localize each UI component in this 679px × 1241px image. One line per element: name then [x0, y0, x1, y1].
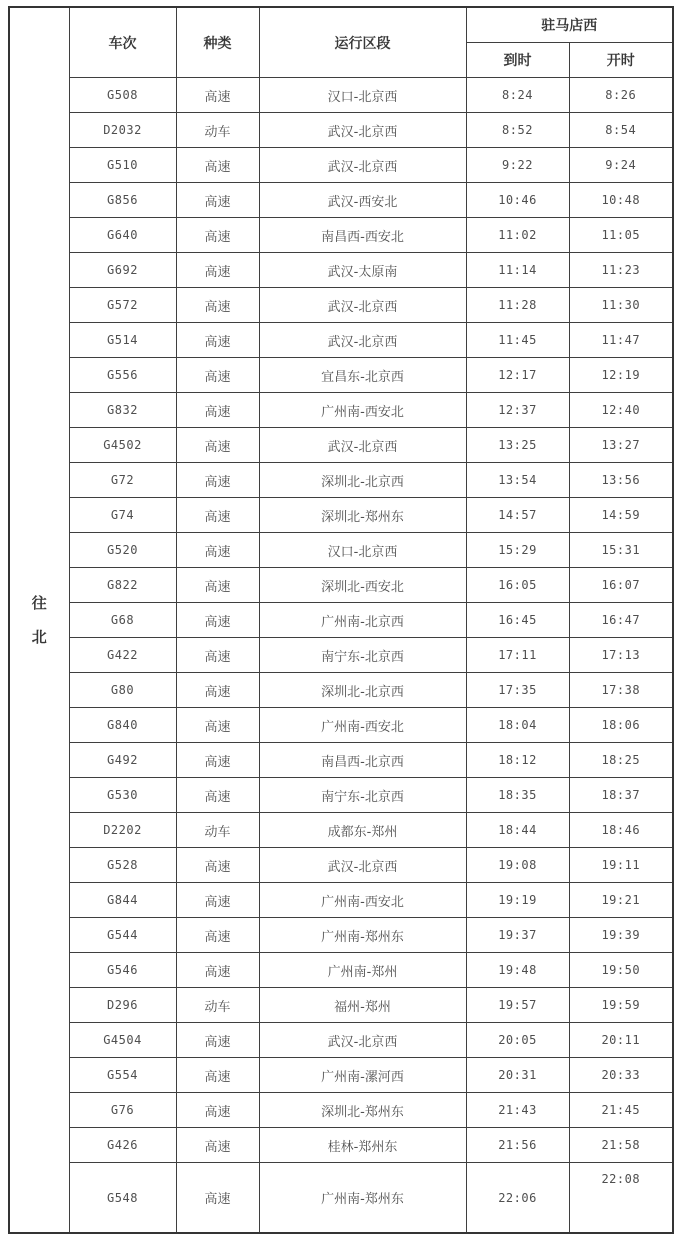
arrive-time-cell: 11:14	[466, 253, 569, 288]
column-header-train: 车次	[69, 7, 176, 78]
train-type-cell: 高速	[176, 288, 259, 323]
train-number-cell: G514	[69, 323, 176, 358]
table-row	[9, 918, 673, 953]
route-section-cell: 深圳北-北京西	[259, 673, 466, 708]
train-number-cell: G508	[69, 78, 176, 113]
train-type-cell: 高速	[176, 148, 259, 183]
arrive-time-cell: 8:24	[466, 78, 569, 113]
depart-time-cell: 11:47	[569, 323, 673, 358]
route-section-cell: 武汉-北京西	[259, 288, 466, 323]
arrive-time-cell: 21:43	[466, 1093, 569, 1128]
depart-time-cell: 11:30	[569, 288, 673, 323]
table-row	[9, 113, 673, 148]
table-row	[9, 1163, 673, 1234]
table-row	[9, 988, 673, 1023]
train-number-cell: G844	[69, 883, 176, 918]
depart-time-cell: 17:13	[569, 638, 673, 673]
table-row	[9, 78, 673, 113]
arrive-time-cell: 13:54	[466, 463, 569, 498]
train-type-cell: 高速	[176, 673, 259, 708]
table-row	[9, 288, 673, 323]
route-section-cell: 武汉-西安北	[259, 183, 466, 218]
table-row	[9, 393, 673, 428]
depart-time-cell: 11:23	[569, 253, 673, 288]
train-type-cell: 高速	[176, 1128, 259, 1163]
depart-time-cell: 19:11	[569, 848, 673, 883]
column-header-depart: 开时	[569, 43, 673, 78]
train-type-cell: 高速	[176, 603, 259, 638]
train-number-cell: G422	[69, 638, 176, 673]
route-section-cell: 福州-郑州	[259, 988, 466, 1023]
train-type-cell: 高速	[176, 883, 259, 918]
train-type-cell: 动车	[176, 988, 259, 1023]
direction-label: 往北	[31, 593, 47, 646]
depart-time-cell: 19:39	[569, 918, 673, 953]
table-row	[9, 1093, 673, 1128]
depart-time-cell: 19:21	[569, 883, 673, 918]
train-type-cell: 动车	[176, 813, 259, 848]
arrive-time-cell: 18:35	[466, 778, 569, 813]
table-row	[9, 183, 673, 218]
train-type-cell: 高速	[176, 428, 259, 463]
train-number-cell: G640	[69, 218, 176, 253]
table-row	[9, 848, 673, 883]
depart-time-cell: 21:58	[569, 1128, 673, 1163]
route-section-cell: 深圳北-郑州东	[259, 498, 466, 533]
table-row	[9, 533, 673, 568]
route-section-cell: 南昌西-北京西	[259, 743, 466, 778]
arrive-time-cell: 8:52	[466, 113, 569, 148]
train-number-cell: D2202	[69, 813, 176, 848]
arrive-time-cell: 18:44	[466, 813, 569, 848]
train-type-cell: 高速	[176, 743, 259, 778]
train-type-cell: 高速	[176, 848, 259, 883]
table-row	[9, 1128, 673, 1163]
depart-time-cell: 8:54	[569, 113, 673, 148]
table-row	[9, 743, 673, 778]
arrive-time-cell: 10:46	[466, 183, 569, 218]
arrive-time-cell: 19:37	[466, 918, 569, 953]
table-row	[9, 603, 673, 638]
train-type-cell: 高速	[176, 218, 259, 253]
train-number-cell: G4502	[69, 428, 176, 463]
arrive-time-cell: 19:57	[466, 988, 569, 1023]
column-header-arrive: 到时	[466, 43, 569, 78]
arrive-time-cell: 11:02	[466, 218, 569, 253]
route-section-cell: 宜昌东-北京西	[259, 358, 466, 393]
route-section-cell: 广州南-西安北	[259, 883, 466, 918]
arrive-time-cell: 20:31	[466, 1058, 569, 1093]
depart-time-cell: 17:38	[569, 673, 673, 708]
train-number-cell: G572	[69, 288, 176, 323]
route-section-cell: 武汉-北京西	[259, 113, 466, 148]
depart-time-cell: 12:40	[569, 393, 673, 428]
depart-time-cell: 19:50	[569, 953, 673, 988]
route-section-cell: 广州南-郑州东	[259, 918, 466, 953]
train-type-cell: 高速	[176, 183, 259, 218]
table-row	[9, 323, 673, 358]
depart-time-cell: 11:05	[569, 218, 673, 253]
train-type-cell: 动车	[176, 113, 259, 148]
depart-time-cell: 16:47	[569, 603, 673, 638]
train-number-cell: G426	[69, 1128, 176, 1163]
depart-time-cell: 18:25	[569, 743, 673, 778]
route-section-cell: 南宁东-北京西	[259, 638, 466, 673]
table-row	[9, 358, 673, 393]
train-type-cell: 高速	[176, 953, 259, 988]
arrive-time-cell: 16:45	[466, 603, 569, 638]
column-header-station: 驻马店西	[466, 7, 673, 43]
train-type-cell: 高速	[176, 1163, 259, 1234]
arrive-time-cell: 19:48	[466, 953, 569, 988]
arrive-time-cell: 12:37	[466, 393, 569, 428]
table-row	[9, 463, 673, 498]
route-section-cell: 广州南-西安北	[259, 393, 466, 428]
depart-time-cell: 16:07	[569, 568, 673, 603]
arrive-time-cell: 11:28	[466, 288, 569, 323]
train-number-cell: G856	[69, 183, 176, 218]
arrive-time-cell: 14:57	[466, 498, 569, 533]
table-row	[9, 568, 673, 603]
train-number-cell: G76	[69, 1093, 176, 1128]
train-number-cell: G528	[69, 848, 176, 883]
table-row	[9, 813, 673, 848]
depart-time-cell: 21:45	[569, 1093, 673, 1128]
table-row	[9, 708, 673, 743]
route-section-cell: 深圳北-西安北	[259, 568, 466, 603]
arrive-time-cell: 18:04	[466, 708, 569, 743]
table-row	[9, 953, 673, 988]
train-number-cell: G548	[69, 1163, 176, 1234]
route-section-cell: 武汉-北京西	[259, 323, 466, 358]
route-section-cell: 广州南-郑州东	[259, 1163, 466, 1234]
train-number-cell: G520	[69, 533, 176, 568]
route-section-cell: 深圳北-郑州东	[259, 1093, 466, 1128]
route-section-cell: 南昌西-西安北	[259, 218, 466, 253]
train-type-cell: 高速	[176, 463, 259, 498]
route-section-cell: 武汉-北京西	[259, 848, 466, 883]
arrive-time-cell: 9:22	[466, 148, 569, 183]
train-type-cell: 高速	[176, 393, 259, 428]
train-type-cell: 高速	[176, 918, 259, 953]
train-type-cell: 高速	[176, 778, 259, 813]
route-section-cell: 武汉-太原南	[259, 253, 466, 288]
route-section-cell: 桂林-郑州东	[259, 1128, 466, 1163]
depart-time-cell: 9:24	[569, 148, 673, 183]
arrive-time-cell: 18:12	[466, 743, 569, 778]
depart-time-cell: 20:11	[569, 1023, 673, 1058]
depart-time-cell: 15:31	[569, 533, 673, 568]
train-number-cell: G556	[69, 358, 176, 393]
depart-time-cell: 18:37	[569, 778, 673, 813]
train-number-cell: G492	[69, 743, 176, 778]
train-type-cell: 高速	[176, 253, 259, 288]
depart-time-cell: 18:46	[569, 813, 673, 848]
depart-time-cell: 10:48	[569, 183, 673, 218]
train-type-cell: 高速	[176, 533, 259, 568]
column-header-section: 运行区段	[259, 7, 466, 78]
route-section-cell: 广州南-郑州	[259, 953, 466, 988]
table-row	[9, 883, 673, 918]
direction-cell	[9, 7, 69, 1233]
arrive-time-cell: 22:06	[466, 1163, 569, 1234]
depart-time-cell: 13:27	[569, 428, 673, 463]
train-number-cell: G692	[69, 253, 176, 288]
train-number-cell: G4504	[69, 1023, 176, 1058]
train-number-cell: G832	[69, 393, 176, 428]
depart-time-cell: 22:08	[569, 1163, 673, 1234]
depart-time-cell: 14:59	[569, 498, 673, 533]
table-row	[9, 148, 673, 183]
route-section-cell: 成都东-郑州	[259, 813, 466, 848]
train-number-cell: G72	[69, 463, 176, 498]
train-type-cell: 高速	[176, 1058, 259, 1093]
train-type-cell: 高速	[176, 1023, 259, 1058]
arrive-time-cell: 21:56	[466, 1128, 569, 1163]
route-section-cell: 南宁东-北京西	[259, 778, 466, 813]
depart-time-cell: 8:26	[569, 78, 673, 113]
train-number-cell: G68	[69, 603, 176, 638]
arrive-time-cell: 13:25	[466, 428, 569, 463]
depart-time-cell: 18:06	[569, 708, 673, 743]
train-timetable	[8, 6, 674, 1234]
train-number-cell: G544	[69, 918, 176, 953]
route-section-cell: 广州南-北京西	[259, 603, 466, 638]
train-type-cell: 高速	[176, 323, 259, 358]
arrive-time-cell: 17:35	[466, 673, 569, 708]
train-number-cell: G546	[69, 953, 176, 988]
table-row	[9, 428, 673, 463]
route-section-cell: 广州南-漯河西	[259, 1058, 466, 1093]
train-type-cell: 高速	[176, 1093, 259, 1128]
train-number-cell: G80	[69, 673, 176, 708]
arrive-time-cell: 20:05	[466, 1023, 569, 1058]
train-number-cell: G530	[69, 778, 176, 813]
table-row	[9, 1058, 673, 1093]
arrive-time-cell: 19:08	[466, 848, 569, 883]
route-section-cell: 汉口-北京西	[259, 533, 466, 568]
table-row	[9, 218, 673, 253]
train-number-cell: G74	[69, 498, 176, 533]
train-number-cell: G554	[69, 1058, 176, 1093]
train-number-cell: D296	[69, 988, 176, 1023]
train-type-cell: 高速	[176, 498, 259, 533]
arrive-time-cell: 17:11	[466, 638, 569, 673]
train-type-cell: 高速	[176, 708, 259, 743]
arrive-time-cell: 11:45	[466, 323, 569, 358]
header-row-1	[9, 7, 673, 43]
depart-time-cell: 20:33	[569, 1058, 673, 1093]
depart-time-cell: 12:19	[569, 358, 673, 393]
route-section-cell: 深圳北-北京西	[259, 463, 466, 498]
route-section-cell: 武汉-北京西	[259, 1023, 466, 1058]
train-type-cell: 高速	[176, 568, 259, 603]
column-header-type: 种类	[176, 7, 259, 78]
table-row	[9, 1023, 673, 1058]
route-section-cell: 武汉-北京西	[259, 148, 466, 183]
arrive-time-cell: 12:17	[466, 358, 569, 393]
train-type-cell: 高速	[176, 358, 259, 393]
table-row	[9, 253, 673, 288]
train-type-cell: 高速	[176, 638, 259, 673]
table-row	[9, 673, 673, 708]
route-section-cell: 汉口-北京西	[259, 78, 466, 113]
arrive-time-cell: 16:05	[466, 568, 569, 603]
timetable-body	[9, 7, 673, 1233]
train-number-cell: G822	[69, 568, 176, 603]
table-row	[9, 498, 673, 533]
route-section-cell: 广州南-西安北	[259, 708, 466, 743]
route-section-cell: 武汉-北京西	[259, 428, 466, 463]
table-row	[9, 638, 673, 673]
arrive-time-cell: 15:29	[466, 533, 569, 568]
depart-time-cell: 19:59	[569, 988, 673, 1023]
train-number-cell: G510	[69, 148, 176, 183]
train-number-cell: G840	[69, 708, 176, 743]
train-number-cell: D2032	[69, 113, 176, 148]
arrive-time-cell: 19:19	[466, 883, 569, 918]
train-type-cell: 高速	[176, 78, 259, 113]
depart-time-cell: 13:56	[569, 463, 673, 498]
table-row	[9, 778, 673, 813]
